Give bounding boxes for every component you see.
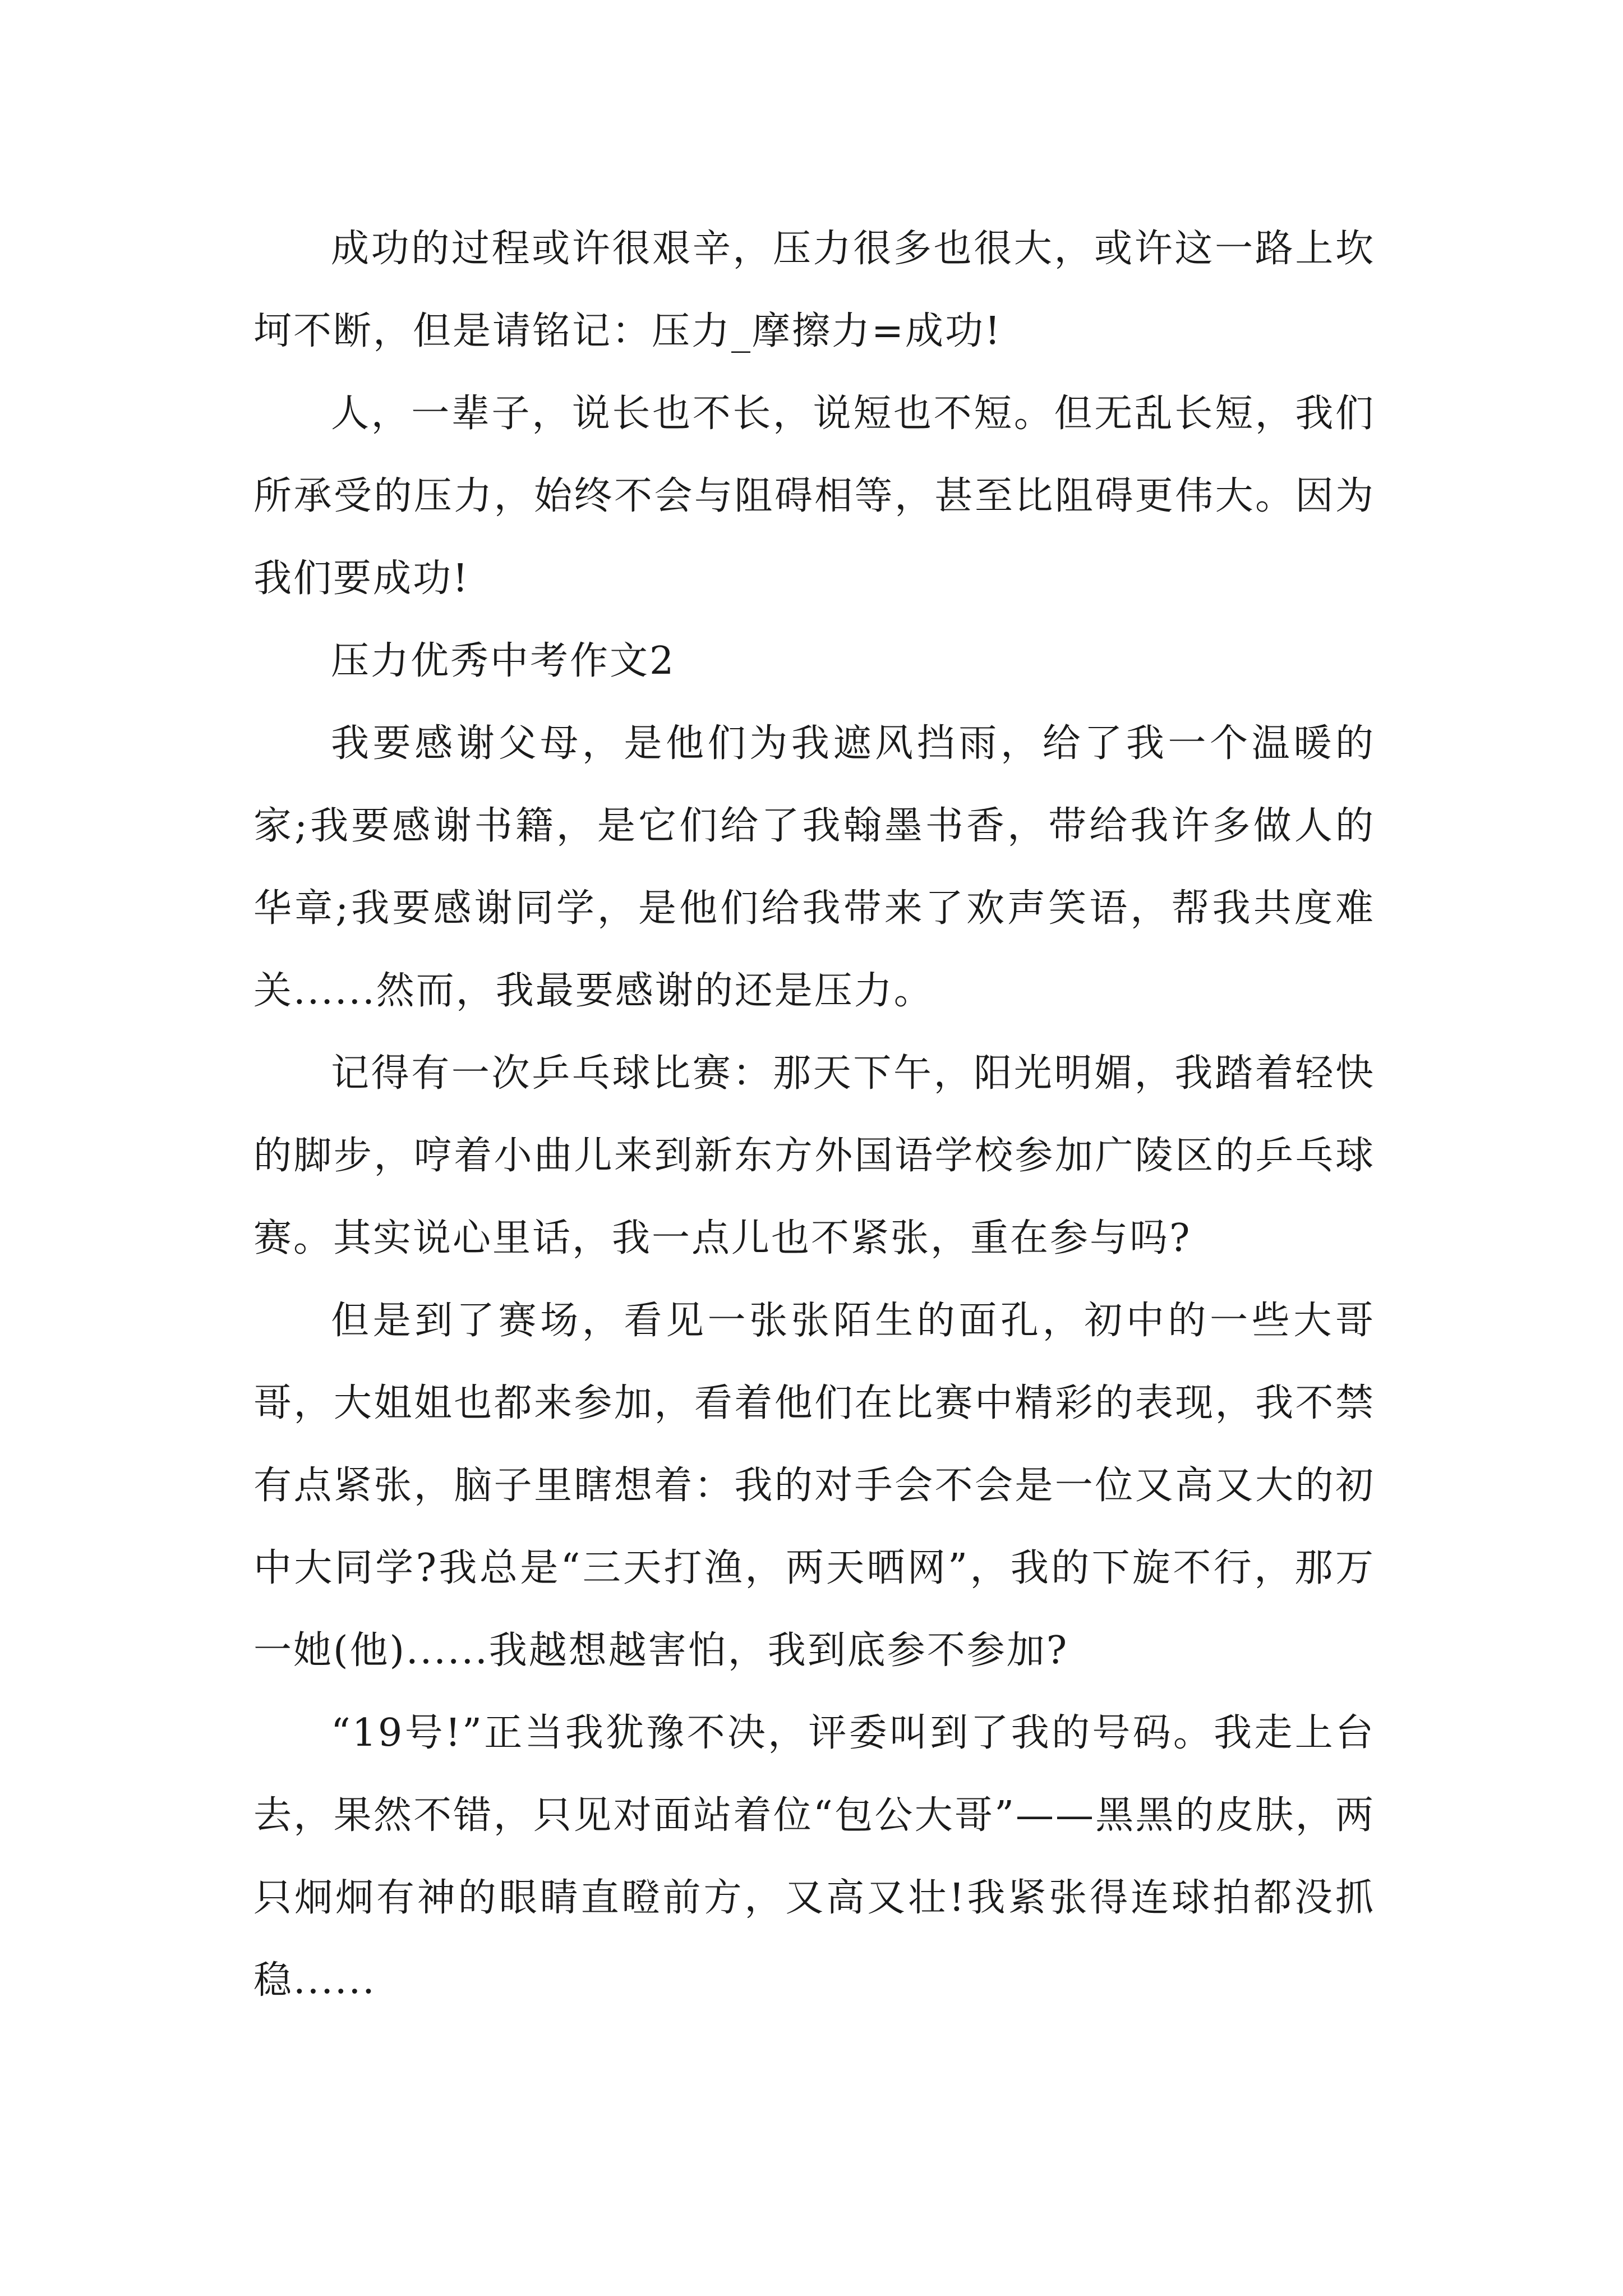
paragraph-5: 但是到了赛场，看见一张张陌生的面孔，初中的一些大哥哥，大姐姐也都来参加，看着他们在比赛中精彩的表现，我不禁有点紧张，脑子里瞎想着：我的对手会不会是一位又高又大的初中大同学?我总是“三天打渔，两天晒网”，我的下旋不行，那万一她(他)......我越想越害怕，我到底参不参加? (253, 1299, 1375, 1673)
document-body (253, 208, 1375, 2022)
paragraph-4: 记得有一次乒乓球比赛：那天下午，阳光明媚，我踏着轻快的脚步，哼着小曲儿来到新东方外国语学校参加广陵区的乒乓球赛。其实说心里话，我一点儿也不紧张，重在参与吗? (253, 1051, 1375, 1260)
section-heading: 压力优秀中考作文2 (331, 639, 676, 683)
paragraph-1: 成功的过程或许很艰辛，压力很多也很大，或许这一路上坎坷不断，但是请铭记：压力_摩擦力=成功! (253, 227, 1375, 353)
paragraph-2: 人，一辈子，说长也不长，说短也不短。但无乱长短，我们所承受的压力，始终不会与阻碍相等，甚至比阻碍更伟大。因为我们要成功! (253, 392, 1375, 601)
paragraph-6: “19号!”正当我犹豫不决，评委叫到了我的号码。我走上台去，果然不错，只见对面站着位“包公大哥”——黑黑的皮肤，两只炯炯有神的眼睛直瞪前方，又高又壮!我紧张得连球拍都没抓稳...... (253, 1711, 1375, 2003)
paragraph-3: 我要感谢父母，是他们为我遮风挡雨，给了我一个温暖的家;我要感谢书籍，是它们给了我翰墨书香，带给我许多做人的华章;我要感谢同学，是他们给我带来了欢声笑语，帮我共度难关......然而，我最要感谢的还是压力。 (253, 721, 1375, 1013)
